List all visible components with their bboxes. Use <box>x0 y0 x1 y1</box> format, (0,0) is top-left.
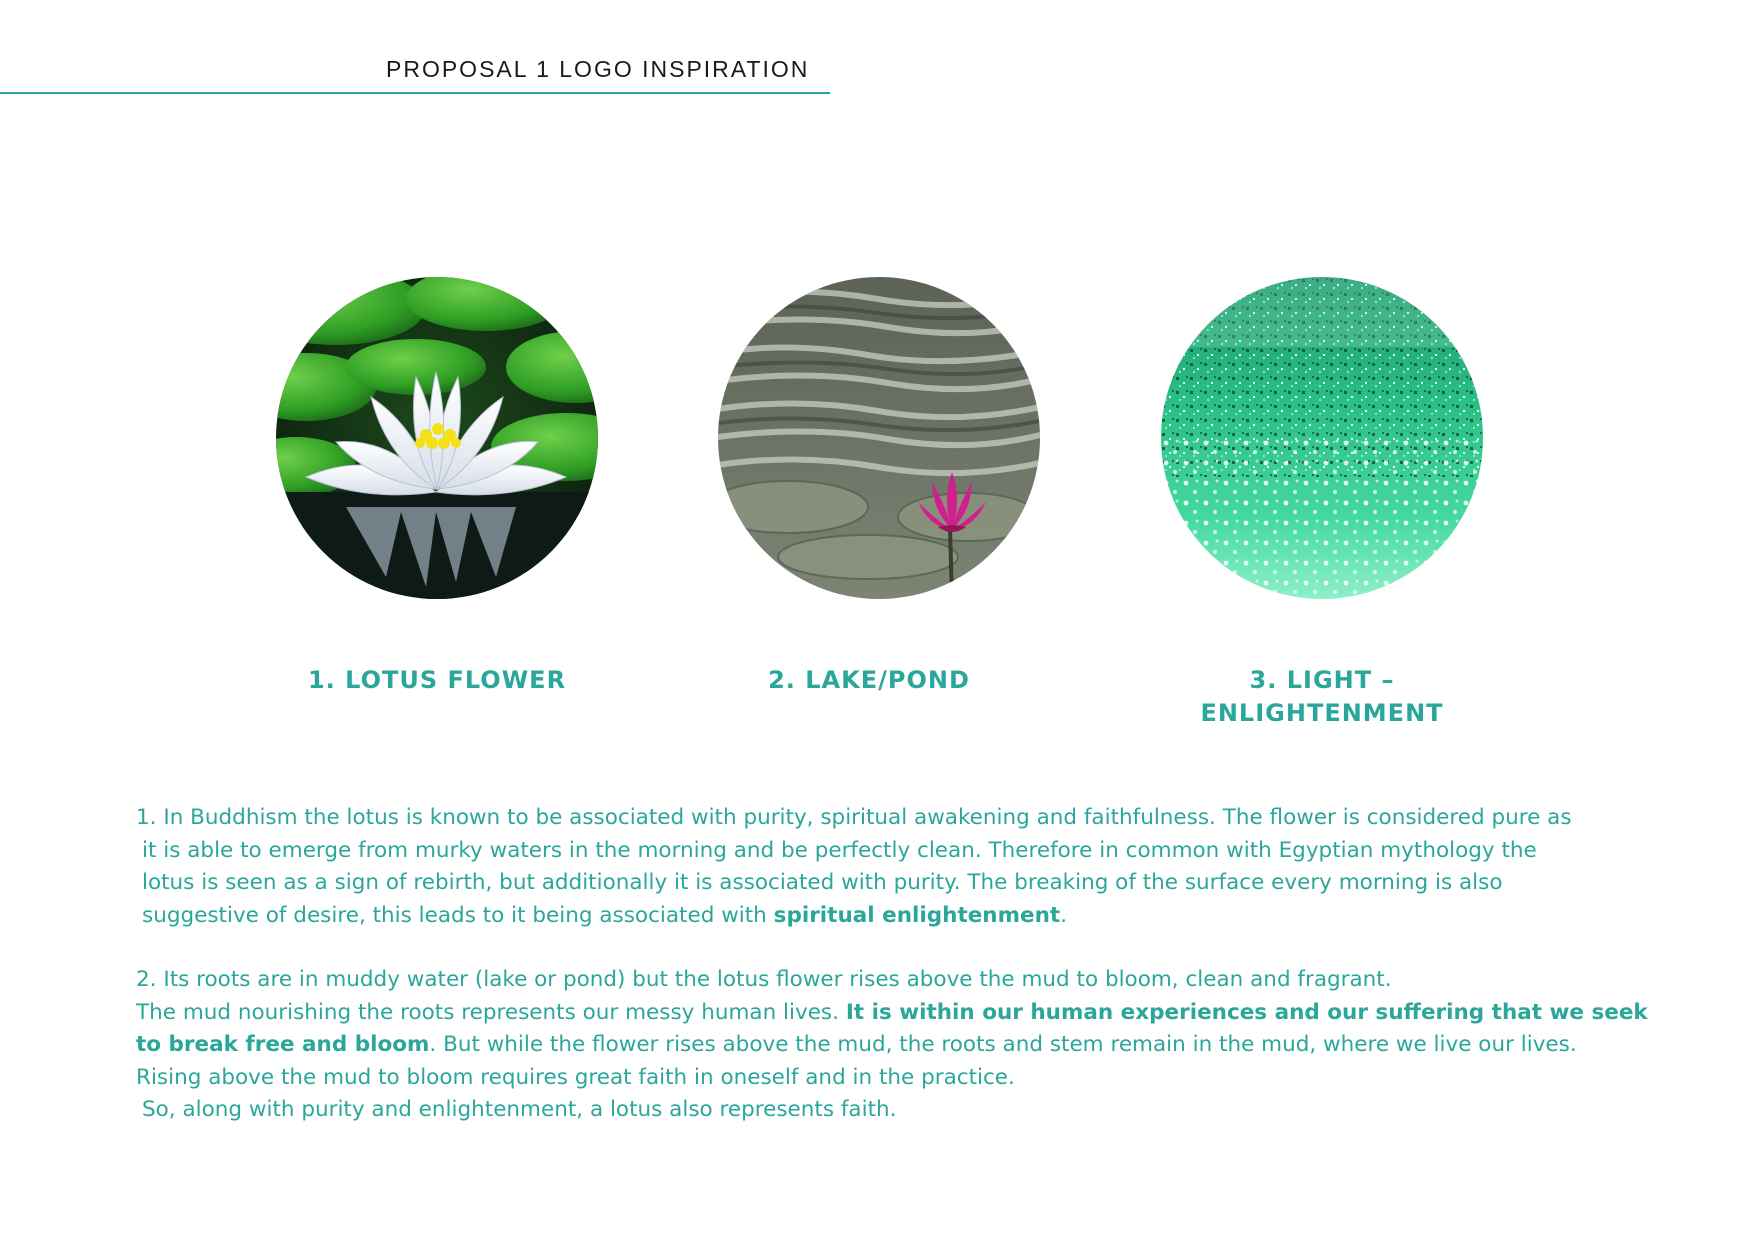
lotus-flower-image <box>276 277 598 599</box>
paragraph-line <box>136 997 1646 1030</box>
paragraph-line: Rising above the mud to bloom requires great faith in oneself and in the practice. <box>136 1064 1015 1090</box>
header-divider <box>0 92 830 94</box>
emphasis-text: to break free and bloom <box>136 1032 430 1057</box>
paragraph-line: 1. In Buddhism the lotus is known to be associated with purity, spiritual awakening and faithfulness. The flower is considered pure as <box>136 805 1572 830</box>
paragraph-line: 2. Its roots are in muddy water (lake or pond) but the lotus flower rises above the mud to bloom, clean and fragrant. <box>136 967 1392 992</box>
paragraph-line: it is able to emerge from murky waters in the morning and be perfectly clean. Therefore in common with Egyptian mythology the <box>142 837 1537 863</box>
paragraph-roots-meaning <box>136 964 1646 1127</box>
paragraph-text: suggestive of desire, this leads to it being associated with <box>142 902 774 928</box>
paragraph-line <box>136 900 1646 933</box>
caption-lotus-flower <box>257 664 617 697</box>
caption-light-enlightenment <box>1142 664 1502 730</box>
paragraph-line <box>136 1029 1646 1062</box>
emphasis-text: spiritual enlightenment <box>773 902 1061 928</box>
caption-enlightenment-text: ENLIGHTENMENT <box>1200 699 1444 727</box>
page-title: PROPOSAL 1 LOGO INSPIRATION <box>386 56 810 82</box>
paragraph-line: So, along with purity and enlightenment, a lotus also represents faith. <box>142 1097 897 1122</box>
lake-pond-image <box>718 277 1040 599</box>
paragraph-lotus-meaning <box>136 802 1646 932</box>
paragraph-text: . But while the flower rises above the mud, the roots and stem remain in the mud, where we live our lives. <box>429 1032 1577 1057</box>
caption-lotus-flower-text: 1. LOTUS FLOWER <box>307 666 567 694</box>
light-glitter-image <box>1161 277 1483 599</box>
caption-lake-pond-text: 2. LAKE/POND <box>768 666 970 694</box>
paragraph-line: lotus is seen as a sign of rebirth, but additionally it is associated with purity. The breaking of the surface every morning is also <box>142 870 1503 895</box>
paragraph-text: . <box>1060 902 1068 928</box>
caption-light-text: 3. LIGHT – <box>1249 666 1395 694</box>
emphasis-text: It is within our human experiences and our suffering that we seek <box>845 999 1648 1025</box>
paragraph-text: The mud nourishing the roots represents our messy human lives. <box>136 999 846 1025</box>
caption-lake-pond <box>689 664 1049 697</box>
